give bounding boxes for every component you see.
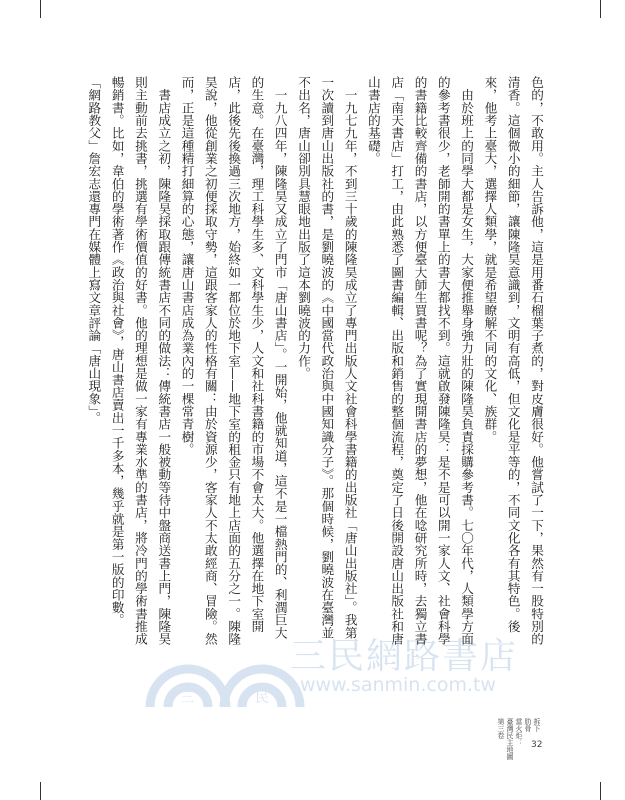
watermark-logo-char: 三 xyxy=(180,690,194,706)
text-column: 色的，不敢用。主人告訴他，這是用番石榴葉子煮的，對皮膚很好。他嘗試了一下，果然有一股特別的 xyxy=(529,76,544,646)
crop-mark-bottom-left xyxy=(40,782,41,800)
page-number: 32 xyxy=(531,740,543,750)
text-column: 一九八四年，陳隆昊又成立了門市「唐山書店」。一開始，他就知道，這不是一檔熱門的、利潤巨大 xyxy=(272,76,288,639)
text-column: 不出名，唐山卻別具慧眼地出版了這本劉曉波的力作。 xyxy=(296,76,312,380)
text-column: 的參考書很少，老師開的書單上的書大都找不到。這就啟發陳隆昊：是不是可以開一家人文、社會科學 xyxy=(435,76,451,646)
watermark-title: 三民網路書店 xyxy=(290,636,519,677)
running-head-line: 肋骨 xyxy=(524,718,532,732)
text-column: 書店成立之初，陳隆昊採取跟傳統書店不同的做法：傳統書店一般被動等待中盤商送書上門，陳隆昊 xyxy=(156,76,172,646)
crop-mark-top-right xyxy=(600,0,601,18)
text-column: 山書店的基礎。 xyxy=(365,76,381,165)
text-column: 而，正是這種精打細算的心態，讓唐山書店成為業內的一棵常青樹。 xyxy=(179,76,195,456)
text-column: 一九七九年，不到三十歲的陳隆昊成立了專門出版人文社會科學書籍的出版社「唐山出版社」。我第 xyxy=(342,76,358,639)
text-column: 店「南天書店」打工，由此熟悉了圖書編輯、出版和銷售的整個流程，奠定了日後開設唐山出版社和唐 xyxy=(389,76,405,646)
running-head-line: 當火炬： xyxy=(515,718,523,746)
watermark-url: www.sanmin.com.tw xyxy=(300,674,496,696)
text-column: 昊說，他從創業之初便採取守勢，這跟客家人的性格有關：由於資源少，客家人不太敢經商、冒險。然 xyxy=(202,76,218,646)
text-column: 暢銷書。比如，韋伯的學術著作《政治與社會》，唐山書店賣出一千多本，幾乎就是第一版的印數。 xyxy=(109,76,125,627)
text-column: 的生意。在臺灣，理工科學生多、文科學生少，人文和社科書籍的市場不會太大。他選擇在地下室開 xyxy=(249,76,265,633)
running-head-line: 拆下 xyxy=(533,718,541,732)
text-column: 清香。這個微小的細節，讓陳隆昊意識到，文明有高低，但文化是平等的，不同文化各有其特色。後 xyxy=(505,76,521,633)
body-text xyxy=(82,76,548,656)
text-column: 由於班上的同學大都是女生，大家便推舉身強力壯的陳隆昊負責採購參考書。七〇年代，人類學方面 xyxy=(459,76,475,646)
text-column: 的書籍比較齊備的書店，以方便臺大師生買書呢？為了實現開書店的夢想，他在唸研究所時，去獨立書 xyxy=(412,76,428,646)
running-head-line: 臺灣民主地圖 xyxy=(506,718,514,760)
text-column: 則主動前去挑書，挑選有學術價值的好書。他的理想是做一家有專業水準的書店，將冷門的學術書推成 xyxy=(132,76,148,646)
text-column: 一次讀到唐山出版社的書，是劉曉波的《中國當代政治與中國知識分子》。那個時候，劉曉波在臺灣並 xyxy=(319,76,335,639)
text-column: 來，他考上臺大，選擇人類學，就是希望瞭解不同的文化、族群。 xyxy=(482,76,498,443)
watermark-logo-char: 民 xyxy=(255,690,269,706)
crop-mark-bottom-right xyxy=(600,782,601,800)
text-column: 「網路教父」詹宏志還專門在媒體上寫文章評論「唐山現象」。 xyxy=(86,76,102,424)
text-column: 店，此後先後換過三次地方，始終如一都位於地下室——地下室的租金只有地上店面的五分之一。陳隆 xyxy=(226,76,242,646)
crop-mark-top-left xyxy=(40,0,41,18)
running-head-line: 第三卷 xyxy=(497,718,505,739)
